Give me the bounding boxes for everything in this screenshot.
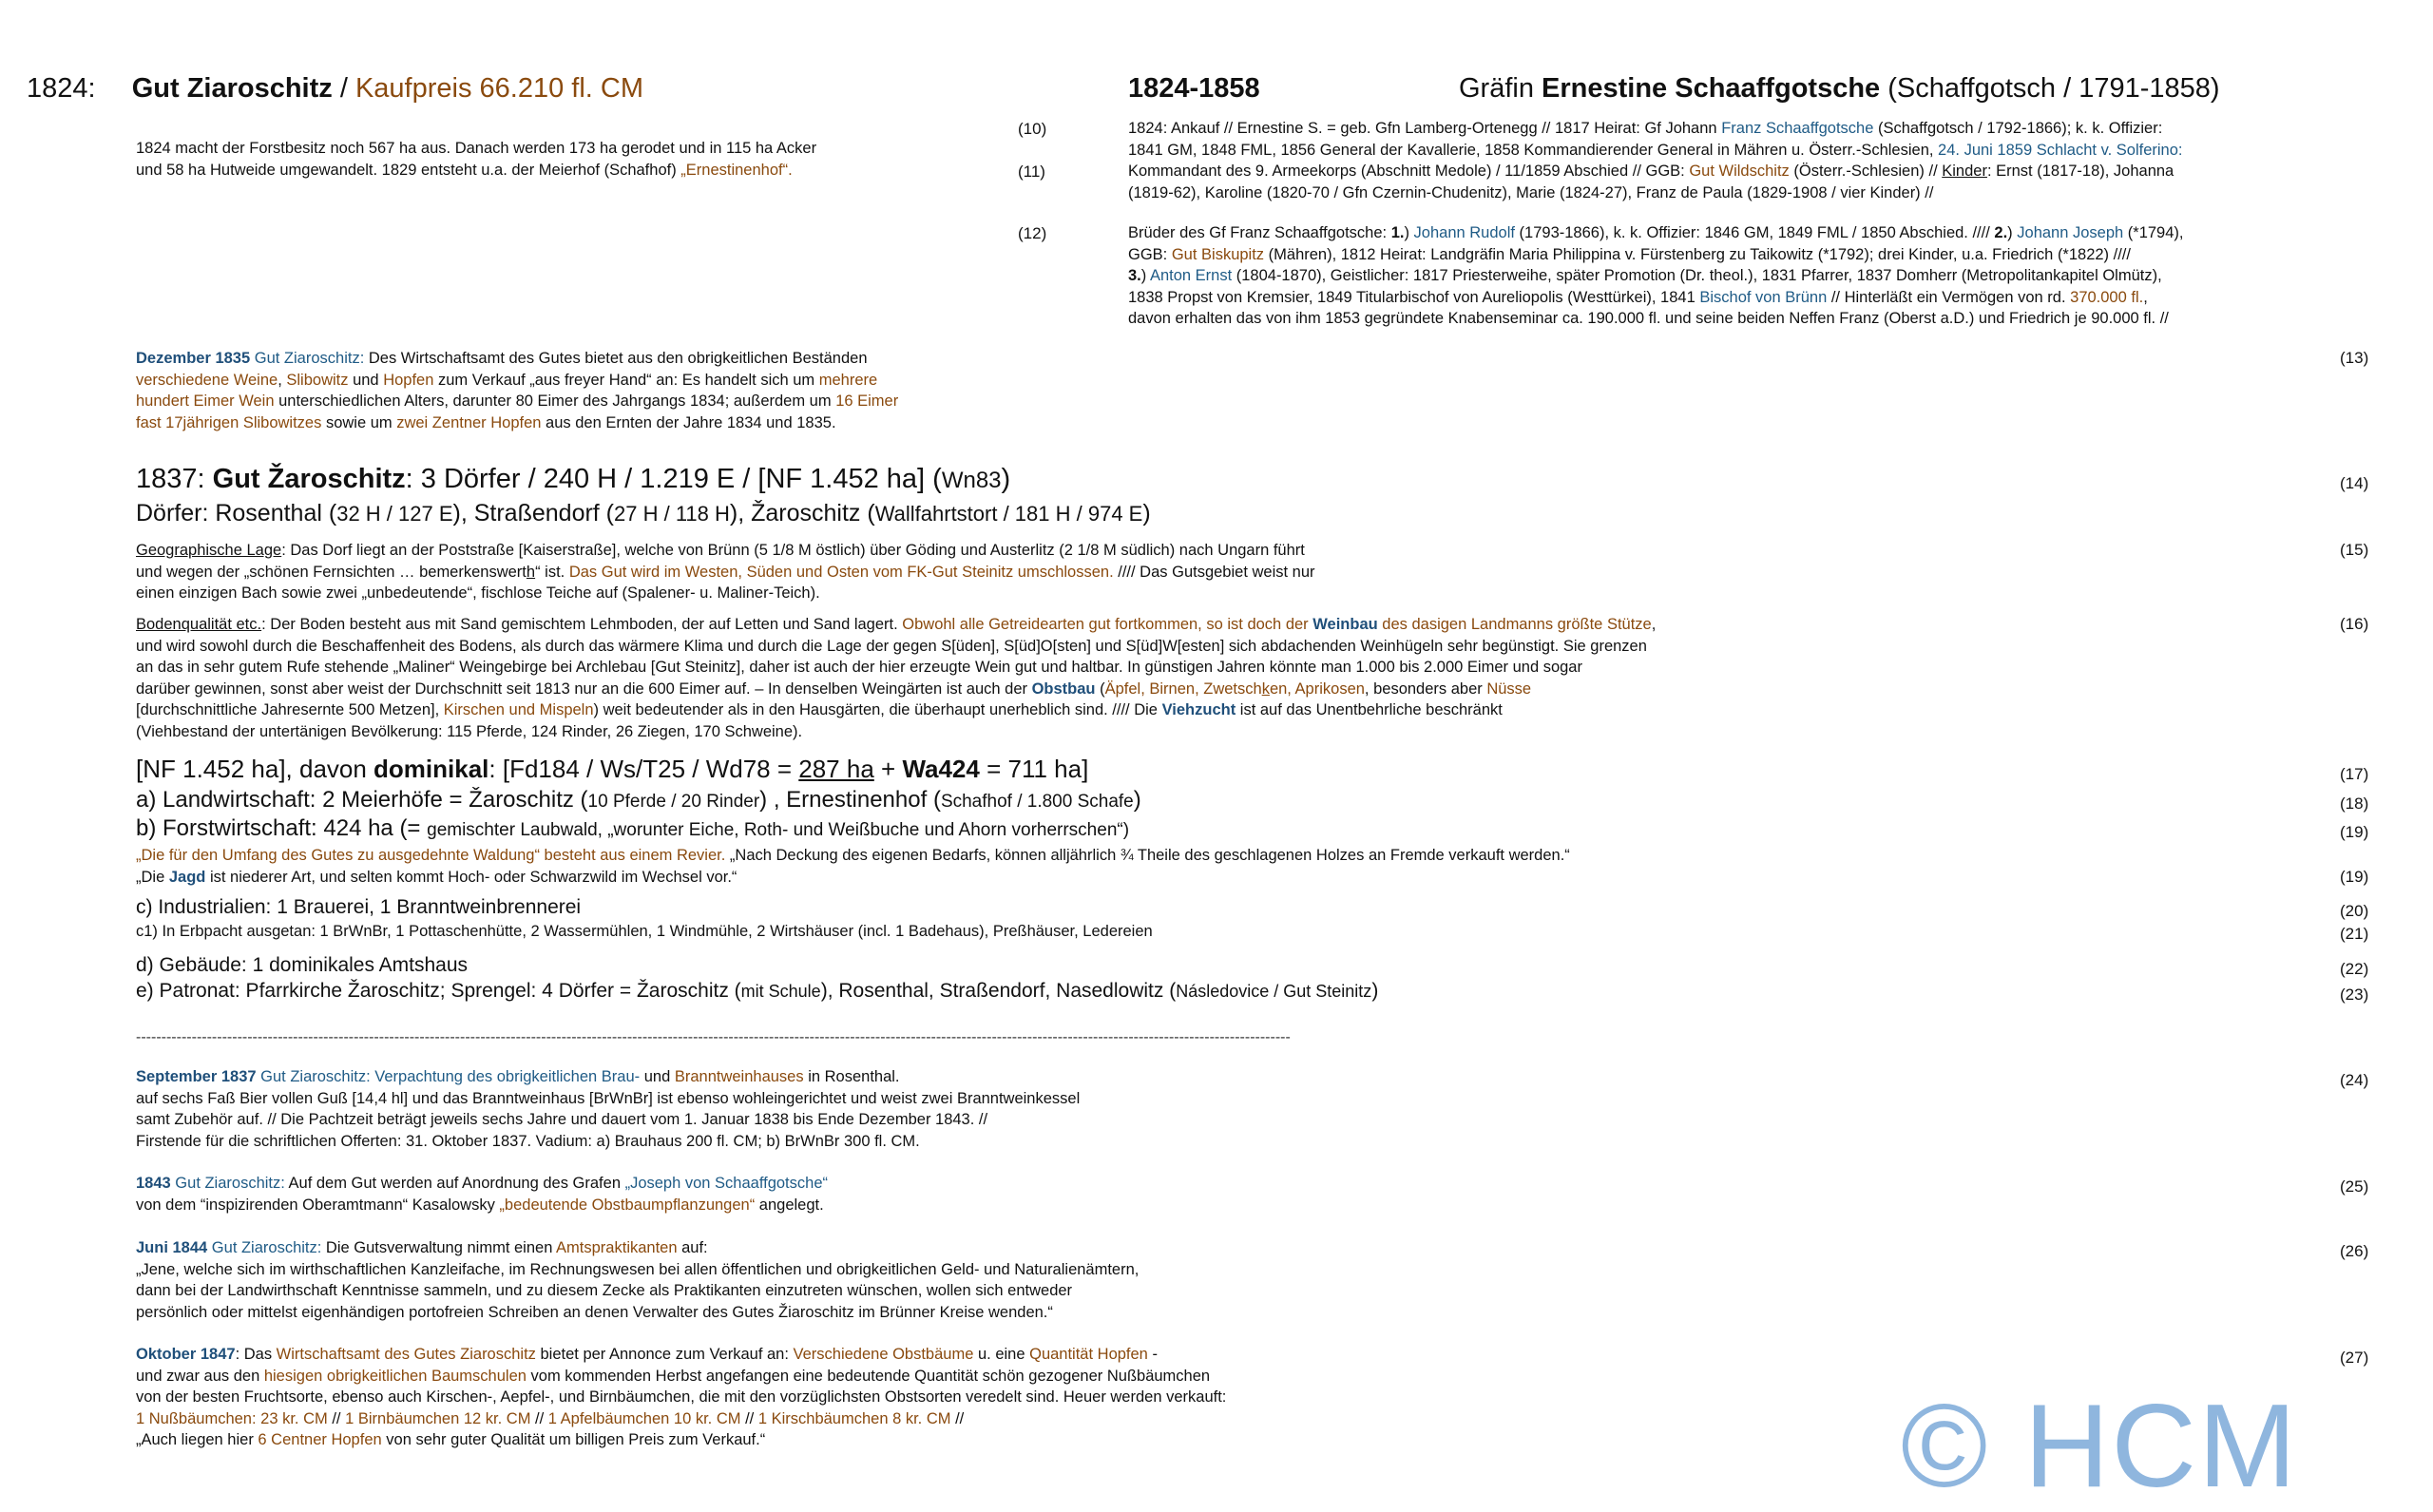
highlight: Gut Ziaroschitz: — [207, 1239, 322, 1256]
text-line: // Hinterläßt ein Vermögen von rd. — [1827, 288, 2071, 306]
highlight: hiesigen obrigkeitlichen Baumschulen — [263, 1367, 527, 1385]
date-label: Oktober 1847 — [136, 1346, 236, 1363]
text-line: von sehr guter Qualität um billigen Preis zum Verkauf.“ — [381, 1431, 766, 1448]
text-line: ), Žaroschitz ( — [729, 500, 875, 526]
text-line: (Viehbestand der untertänigen Bevölkerung: 115 Pferde, 124 Rinder, 26 Ziegen, 170 Schweine). — [136, 722, 803, 740]
highlight: Obwohl alle Getreidearten gut fortkommen, so ist doch der — [902, 616, 1313, 633]
text-line: , — [278, 371, 287, 389]
text-line: Auf dem Gut werden auf Anordnung des Grafen — [284, 1175, 625, 1192]
text-line: ), Rosenthal, Straßendorf, Nasedlowitz ( — [820, 980, 1177, 1002]
text-line: in Rosenthal. — [803, 1068, 900, 1085]
text-line: vom kommenden Herbst angefangen eine bedeutende Quantität schön gezogener Nußbäumchen — [526, 1367, 1211, 1385]
text-line: e) Patronat: Pfarrkirche Žaroschitz; Sprengel: 4 Dörfer = Žaroschitz ( — [136, 980, 741, 1002]
highlight: verschiedene Weine — [136, 371, 278, 389]
text-line: Wa424 — [902, 755, 980, 783]
header-person-post: (Schaffgotsch / 1791-1858) — [1880, 73, 2220, 104]
paragraph-june-1844 — [136, 1237, 1139, 1323]
text-line: (*1794), — [2123, 224, 2184, 241]
text-line: Brüder des Gf Franz Schaaffgotsche: — [1128, 224, 1391, 241]
text-line: u. eine — [973, 1346, 1030, 1363]
highlight: Äpfel, Birnen, Zwetsch — [1104, 679, 1262, 698]
text-line: [durchschnittliche Jahresernte 500 Metzen], — [136, 701, 444, 718]
area-line — [136, 755, 1088, 784]
text-line: // — [327, 1409, 346, 1427]
text-line: ) — [1133, 787, 1141, 813]
text-line: , besonders aber — [1364, 679, 1487, 698]
text-line: Schafhof / 1.800 Schafe — [940, 792, 1134, 812]
highlight: Johann Rudolf — [1413, 224, 1515, 241]
buildings-line: d) Gebäude: 1 dominikales Amtshaus — [136, 954, 469, 976]
highlight: mehrere — [818, 371, 878, 389]
highlight: Slibowitz — [286, 371, 349, 389]
header-right — [1128, 72, 1260, 105]
header-price: Kaufpreis 66.210 fl. CM — [354, 73, 643, 104]
leasehold-line: c1) In Erbpacht ausgetan: 1 BrWnBr, 1 Pottaschenhütte, 2 Wassermühlen, 1 Windmühle, 2 Wirtshäuser (incl. 1 Badehaus), Preßhäuser, Ledereien — [136, 923, 1153, 940]
note-number: (22) — [2340, 960, 2369, 978]
forestry-quotes — [136, 845, 1570, 888]
text-line: aus den Ernten der Jahre 1834 und 1835. — [541, 413, 836, 431]
text-line: davon erhalten das von ihm 1853 gegründete Knabenseminar ca. 190.000 fl. und seine beiden Neffen Franz (Oberst a.D.) und Friedrich je 90.000 fl. // — [1128, 310, 2169, 327]
highlight: Hopfen — [383, 371, 434, 389]
text-line: Die Gutsverwaltung nimmt einen — [321, 1239, 557, 1256]
header-years: 1824-1858 — [1128, 73, 1260, 104]
text-line: dominikal — [374, 755, 489, 783]
note-number: (24) — [2340, 1071, 2369, 1089]
text-line: (1793-1866), k. k. Offizier: 1846 GM, 1849 FML / 1850 Abschied. //// — [1514, 224, 1995, 241]
paragraph-geography — [136, 540, 1315, 604]
text-line: darüber gewinnen, sonst aber weist der Durchschnitt seit 1813 nur an die 600 Eimer auf. – In denselben Weingärten ist auch der — [136, 679, 1032, 698]
heading-1837 — [136, 462, 1010, 498]
text-line: (1819-62), Karoline (1820-70 / Gfn Czernin-Chudenitz), Marie (1824-27), Franz de Paula (1829-1908 / vier Kinder) // — [1128, 183, 1934, 201]
text-line: a) Landwirtschaft: 2 Meierhöfe = Žaroschitz ( — [136, 787, 588, 813]
note-number: (25) — [2340, 1177, 2369, 1196]
text-line: : Der Boden besteht aus mit Sand gemischtem Lehmboden, der auf Letten und Sand lagert. — [261, 616, 903, 633]
text-line: „Die — [136, 868, 169, 886]
text-line: auf sechs Faß Bier vollen Guß [14,4 hl] und das Branntweinhaus [BrWnBr] ist ebenso wohleingerichtet und weist zwei Branntweinkessel — [136, 1089, 1081, 1107]
note-number: (23) — [2340, 986, 2369, 1004]
underlined: Bodenqualität etc. — [136, 616, 262, 633]
text-line: 10 Pferde / 20 Rinder — [587, 792, 760, 812]
note-number: (21) — [2340, 925, 2369, 943]
text-line: und zwar aus den — [136, 1367, 264, 1385]
text-line: - — [1147, 1346, 1158, 1363]
text-line: : 3 Dörfer / 240 H / 1.219 E / [NF 1.452 ha] ( — [405, 464, 942, 494]
text-line: 1824 macht der Forstbesitz noch 567 ha aus. Danach werden 173 ha gerodet und in 115 ha Acker — [136, 140, 817, 157]
text-line: ) — [1142, 500, 1151, 526]
highlight: 16 Eimer — [835, 392, 899, 410]
note-number: (26) — [2340, 1242, 2369, 1260]
text-line: // — [950, 1409, 965, 1427]
text-line: 27 H / 118 H — [614, 502, 730, 526]
text-line: 1. — [1390, 224, 1405, 241]
text-line: (Schaffgotsch / 1792-1866); k. k. Offizier: — [1873, 120, 2163, 137]
text-line: 1837: — [136, 464, 213, 494]
text-line: Kommandant des 9. Armeekorps (Abschnitt Medole) / 11/1859 Abschied // GGB: — [1128, 163, 1690, 180]
text-line: //// Das Gutsgebiet weist nur — [1113, 563, 1315, 581]
highlight: Gut Ziaroschitz: — [256, 1068, 371, 1085]
highlight: Gut Biskupitz — [1171, 245, 1265, 263]
text-line: ) — [2007, 224, 2018, 241]
underlined: h — [526, 563, 536, 581]
text-line: Wn83 — [941, 468, 1002, 493]
text-line: und wegen der „schönen Fernsichten … bemerkenswert — [136, 563, 527, 581]
highlight: Gut Wildschitz — [1689, 163, 1790, 180]
underlined: Kinder — [1942, 163, 1987, 180]
header-person-pre: Gräfin — [1459, 73, 1542, 104]
text-line: : Das Dorf liegt an der Poststraße [Kaiserstraße], welche von Brünn (5 1/8 M östlich) über Göding und Austerlitz (2 1/8 M südlich) nach Ungarn führt — [281, 542, 1305, 559]
text-line: ) — [1371, 980, 1379, 1002]
text-line: , — [1651, 616, 1657, 633]
text-line: 32 H / 127 E — [336, 502, 453, 526]
date-label: 1843 — [136, 1175, 171, 1192]
text-line: 2. — [1994, 224, 2008, 241]
text-line: “ ist. — [535, 563, 569, 581]
text-line: 1824: Ankauf // Ernestine S. = geb. Gfn Lamberg-Ortenegg // 1817 Heirat: Gf Johann — [1128, 120, 1722, 137]
note-number: (27) — [2340, 1349, 2369, 1367]
note-number: (17) — [2340, 765, 2369, 783]
underlined: Geographische Lage — [136, 542, 282, 559]
text-line: angelegt. — [755, 1196, 824, 1214]
note-number: (11) — [1018, 163, 1045, 181]
text-line: (Mähren), 1812 Heirat: Landgräfin Maria Philippina v. Fürstenberg zu Taikowitz (*1792); drei Kinder, u.a. Friedrich (*1822) //// — [1264, 245, 2131, 263]
text-line: Firstende für die schriftlichen Offerten: 31. Oktober 1837. Vadium: a) Brauhaus 200 fl. CM; b) BrWnBr 300 fl. CM. — [136, 1132, 920, 1150]
text-line: Des Wirtschaftsamt des Gutes bietet aus den obrigkeitlichen Beständen — [364, 350, 868, 367]
text-line: GGB: — [1128, 245, 1172, 263]
text-line: + — [873, 755, 903, 783]
text-line: : Ernst (1817-18), Johanna — [1986, 163, 2174, 180]
text-line: auf: — [677, 1239, 708, 1256]
highlight: „Die für den Umfang des Gutes zu ausgedehnte Waldung“ besteht aus einem Revier. — [136, 847, 726, 864]
highlight: Viehzucht — [1161, 701, 1236, 718]
villages-line — [136, 499, 1151, 528]
text-line: // — [740, 1409, 758, 1427]
text-line: (Österr.-Schlesien) // — [1789, 163, 1943, 180]
text-line: und wird sowohl durch die Beschaffenheit des Bodens, als durch das wärmere Klima und durch die Lage der gegen S[üden], S[üd]O[sten] und S[üd]W[esten] sich abdachenden Weinhügeln sehr begünstigt. Sie grenzen — [136, 637, 1647, 655]
header-sep: / — [332, 73, 355, 104]
text-line: 1838 Propst von Kremsier, 1849 Titularbischof von Aureliopolis (Westtürkei), 1841 — [1128, 288, 1700, 306]
paragraph-sep-1837 — [136, 1066, 1080, 1152]
text-line: 1841 GM, 1848 FML, 1856 General der Kavallerie, 1858 Kommandierender General in Mähren u. Österr.-Schlesien, — [1128, 141, 1939, 159]
underlined: 287 ha — [798, 755, 874, 783]
forestry-line — [136, 814, 1129, 844]
highlight: Obstbau — [1031, 679, 1096, 698]
industry-line: c) Industrialien: 1 Brauerei, 1 Branntweinbrennerei — [136, 896, 582, 918]
note-number: (14) — [2340, 474, 2369, 492]
highlight: Verpachtung des obrigkeitlichen Brau- — [370, 1068, 641, 1085]
text-line: ( — [1095, 679, 1105, 698]
highlight: 24. Juni 1859 Schlacht v. Solferino: — [1938, 141, 2183, 159]
note-number: (13) — [2340, 349, 2369, 367]
date-label: Juni 1844 — [136, 1239, 208, 1256]
note-number: (20) — [2340, 902, 2369, 920]
highlight: en, Aprikosen — [1269, 679, 1365, 698]
header-person-name: Ernestine Schaaffgotsche — [1542, 73, 1881, 104]
text-line: ) weit bedeutender als in den Hausgärten, die überhaupt unerheblich sind. //// Die — [593, 701, 1162, 718]
highlight: Franz Schaaffgotsche — [1721, 120, 1874, 137]
text-line: persönlich oder mittelst eigenhändigen portofreien Schreiben an denen Verwalter des Gutes Žiaroschitz im Brünner Kreise wenden.“ — [136, 1303, 1053, 1321]
text-line: [NF 1.452 ha], davon — [136, 755, 374, 783]
paragraph-countess — [1128, 118, 2182, 203]
highlight: 1 Apfelbäumchen 10 kr. CM — [547, 1409, 741, 1427]
note-number: (19) — [2340, 868, 2369, 886]
text-line: ) — [1001, 464, 1011, 494]
highlight: „Joseph von Schaaffgotsche“ — [624, 1175, 828, 1192]
highlight: „Ernestinenhof“. — [680, 161, 793, 179]
text-line: und — [640, 1068, 675, 1085]
text-line: (1804-1870), Geistlicher: 1817 Priesterweihe, später Promotion (Dr. theol.), 1831 Pfarrer, 1837 Domherr (Metropolitankapitel Olmütz), — [1232, 267, 2162, 284]
highlight: 6 Centner Hopfen — [258, 1431, 382, 1448]
highlight: Johann Joseph — [2017, 224, 2124, 241]
note-number: (15) — [2340, 541, 2369, 559]
header-estate: Gut Ziaroschitz — [131, 73, 333, 104]
highlight: des dasigen Landmanns größte Stütze — [1377, 616, 1652, 633]
text-line: und — [348, 371, 384, 389]
highlight: Gut Ziaroschitz: — [170, 1175, 285, 1192]
text-line: von dem “inspizirenden Oberamtmann“ Kasalowsky — [136, 1196, 500, 1214]
text-line: = 711 ha] — [979, 755, 1089, 783]
text-line: ) — [1140, 267, 1150, 284]
text-line: sowie um — [321, 413, 397, 431]
text-line: : Das — [235, 1346, 277, 1363]
text-line: einen einzigen Bach sowie zwei „unbedeutende“, fischlose Teiche auf (Spalener- u. Maliner-Teich). — [136, 584, 820, 602]
paragraph-1843 — [136, 1173, 828, 1215]
highlight: 1 Kirschbäumchen 8 kr. CM — [757, 1409, 951, 1427]
text-line: zum Verkauf „aus freyer Hand“ an: Es handelt sich um — [433, 371, 819, 389]
text-line: „Nach Deckung des eigenen Bedarfs, können alljährlich ¾ Theile des geschlagenen Holzes an Fremde verkauft werden.“ — [725, 847, 1570, 864]
text-line: an das in sehr gutem Rufe stehende „Maliner“ Weingebirge bei Archlebau [Gut Steinitz], daher ist auch der hier erzeugte Wein gut und haltbar. In günstigen Jahren könnte man 1.000 bis 2.000 Eimer und sogar — [136, 659, 1582, 676]
highlight: Anton Ernst — [1149, 267, 1233, 284]
patronage-line — [136, 979, 1378, 1004]
note-number: (12) — [1018, 224, 1047, 242]
note-number: (10) — [1018, 120, 1047, 138]
paragraph-soil — [136, 614, 1656, 742]
text-line: ist niederer Art, und selten kommt Hoch- oder Schwarzwild im Wechsel vor.“ — [205, 868, 738, 886]
header-year: 1824: — [27, 73, 96, 104]
text-line: : [Fd184 / Ws/T25 / Wd78 = — [489, 755, 799, 783]
note-number: (19) — [2340, 823, 2369, 841]
highlight: 1 Nußbäumchen: 23 kr. CM — [136, 1409, 328, 1427]
highlight: 1 Birnbäumchen 12 kr. CM — [345, 1409, 531, 1427]
date-label: Dezember 1835 — [136, 350, 251, 367]
highlight: Jagd — [168, 868, 206, 886]
text-line: bietet per Annonce zum Verkauf an: — [535, 1346, 794, 1363]
highlight: zwei Zentner Hopfen — [396, 413, 542, 431]
text-line: 3. — [1128, 267, 1141, 284]
text-line: Následovice / Gut Steinitz — [1176, 982, 1372, 1001]
text-line: von der besten Fruchtsorte, ebenso auch Kirschen-, Aepfel-, und Birnbäumchen, die mit den vorzüglichsten Obstsorten veredelt sind. Heuer werden verkauft: — [136, 1388, 1227, 1406]
paragraph-dec-1835 — [136, 348, 898, 433]
highlight: Branntweinhauses — [674, 1068, 804, 1085]
text-line: dann bei der Landwirthschaft Kenntnisse sammeln, und zu diesem Zecke als Praktikanten einzutreten wünschen, wollen sich entweder — [136, 1282, 1073, 1299]
highlight: Verschiedene Obstbäume — [793, 1346, 974, 1363]
highlight: Wirtschaftsamt des Gutes Ziaroschitz — [276, 1346, 536, 1363]
note-number: (18) — [2340, 794, 2369, 813]
header-person — [1459, 72, 2220, 105]
text-line: und 58 ha Hutweide umgewandelt. 1829 entsteht u.a. der Meierhof (Schafhof) — [136, 161, 681, 179]
highlight: 370.000 fl. — [2070, 288, 2144, 306]
highlight: Bischof von Brünn — [1699, 288, 1828, 306]
text-line: ist auf das Unentbehrliche beschränkt — [1236, 701, 1503, 718]
highlight: fast 17jährigen Slibowitzes — [136, 413, 322, 431]
paragraph-oct-1847 — [136, 1344, 1226, 1451]
text-line: Gut Žaroschitz — [212, 464, 406, 494]
text-line: mit Schule — [740, 982, 821, 1001]
copyright-watermark: © HCM — [1901, 1381, 2299, 1512]
text-line: Dörfer: Rosenthal ( — [136, 500, 337, 526]
highlight: Gut Ziaroschitz: — [250, 350, 365, 367]
highlight: Nüsse — [1486, 679, 1532, 698]
highlight: Quantität Hopfen — [1029, 1346, 1148, 1363]
paragraph-forest — [136, 138, 816, 181]
paragraph-brothers — [1128, 222, 2184, 330]
highlight: Das Gut wird im Westen, Süden und Osten vom FK-Gut Steinitz umschlossen. — [568, 563, 1114, 581]
note-number: (16) — [2340, 615, 2369, 633]
text-line: b) Forstwirtschaft: 424 ha (= — [136, 815, 428, 841]
highlight: „bedeutende Obstbaumpflanzungen“ — [499, 1196, 756, 1214]
highlight: Kirschen und Mispeln — [443, 701, 594, 718]
text-line: unterschiedlichen Alters, darunter 80 Eimer des Jahrgangs 1834; außerdem um — [274, 392, 836, 410]
text-line: Wallfahrtstort / 181 H / 974 E — [874, 502, 1143, 526]
date-label: September 1837 — [136, 1068, 257, 1085]
text-line: ) — [1404, 224, 1414, 241]
header-left — [27, 72, 643, 105]
agriculture-line — [136, 786, 1141, 815]
text-line: „Auch liegen hier — [136, 1431, 259, 1448]
highlight: Amtspraktikanten — [556, 1239, 678, 1256]
text-line: gemischter Laubwald, „worunter Eiche, Roth- und Weißbuche und Ahorn vorherrschen“) — [427, 820, 1130, 840]
text-line: // — [530, 1409, 548, 1427]
dashed-separator: ------------------------------------------------------------------------------------------------------------------------------------------------------------------------------------------------------------------------------------ — [136, 1029, 1291, 1045]
text-line: „Jene, welche sich im wirthschaftlichen Kanzleifache, im Rechnungswesen bei allen öffentlichen und obrigkeitlichen Geld- und Naturalienämtern, — [136, 1260, 1140, 1278]
text-line: samt Zubehör auf. // Die Pachtzeit beträgt jeweils sechs Jahre und dauert vom 1. Januar 1838 bis Ende Dezember 1843. // — [136, 1111, 988, 1128]
text-line: ), Straßendorf ( — [452, 500, 615, 526]
text-line: , — [2143, 288, 2148, 306]
highlight: Weinbau — [1312, 616, 1378, 633]
underlined: k — [1261, 679, 1270, 698]
highlight: hundert Eimer Wein — [136, 392, 275, 410]
text-line: ) , Ernestinenhof ( — [759, 787, 941, 813]
